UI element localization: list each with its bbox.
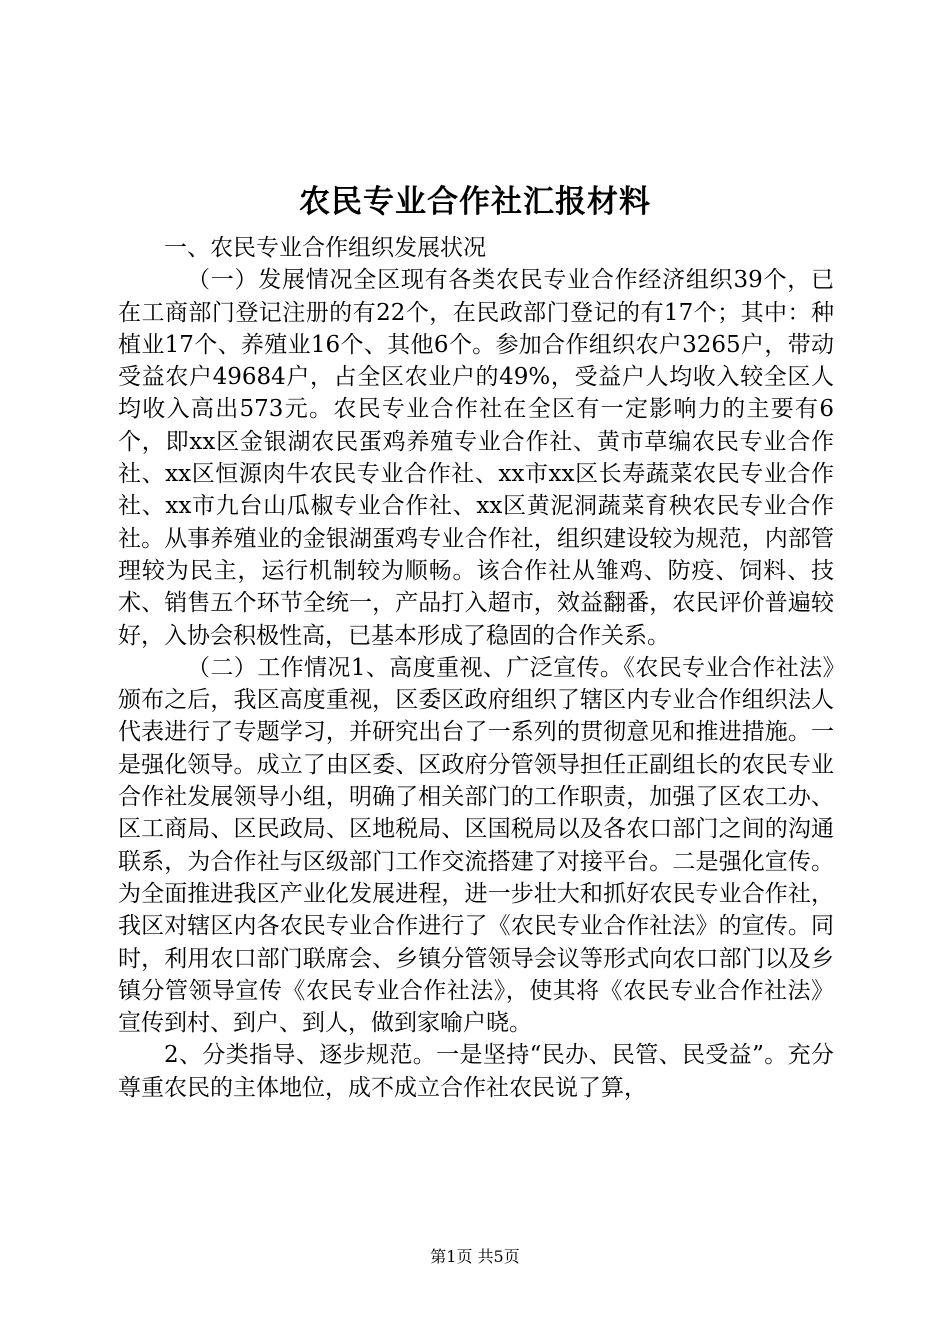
- document-title: 农民专业合作社汇报材料: [299, 184, 651, 220]
- document-body: [118, 232, 834, 1104]
- page-number-footer: 第1页 共5页: [430, 1247, 520, 1266]
- paragraph-work-status: （二）工作情况1、高度重视、广泛宣传。《农民专业合作社法》颁布之后，我区高度重视，区委区政府组织了辖区内专业合作组织法人代表进行了专题学习，并研究出台了一系列的贯彻意见和推进措施。一是强化领导。成立了由区委、区政府分管领导担任正副组长的农民专业合作社发展领导小组，明确了相关部门的工作职责，加强了区农工办、区工商局、区民政局、区地税局、区国税局以及各农口部门之间的沟通联系，为合作社与区级部门工作交流搭建了对接平台。二是强化宣传。为全面推进我区产业化发展进程，进一步壮大和抓好农民专业合作社，我区对辖区内各农民专业合作进行了《农民专业合作社法》的宣传。同时，利用农口部门联席会、乡镇分管领导会议等形式向农口部门以及乡镇分管领导宣传《农民专业合作社法》，使其将《农民专业合作社法》宣传到村、到户、到人，做到家喻户晓。: [118, 654, 834, 1037]
- section-heading: 一、农民专业合作组织发展状况: [164, 235, 486, 261]
- paragraph-development: （一）发展情况全区现有各类农民专业合作经济组织39个，已在工商部门登记注册的有22个，在民政部门登记的有17个；其中：种植业17个、养殖业16个、其他6个。参加合作组织农户3265户，带动受益农户49684户，占全区农业户的49%，受益户人均收入较全区人均收入高出573元。农民专业合作社在全区有一定影响力的主要有6个，即xx区金银湖农民蛋鸡养殖专业合作社、黄市草编农民专业合作社、xx区恒源肉牛农民专业合作社、xx市xx区长寿蔬菜农民专业合作社、xx市九台山瓜椒专业合作社、xx区黄泥洞蔬菜育秧农民专业合作社。从事养殖业的金银湖蛋鸡专业合作社，组织建设较为规范，内部管理较为民主，运行机制较为顺畅。该合作社从雏鸡、防疫、饲料、技术、销售五个环节全统一，产品打入超市，效益翻番，农民评价普遍较好，入协会积极性高，已基本形成了稳固的合作关系。: [118, 267, 834, 649]
- paragraph-guidance: 2、分类指导、逐步规范。一是坚持“民办、民管、民受益”。充分尊重农民的主体地位，成不成立合作社农民说了算，: [118, 1042, 834, 1101]
